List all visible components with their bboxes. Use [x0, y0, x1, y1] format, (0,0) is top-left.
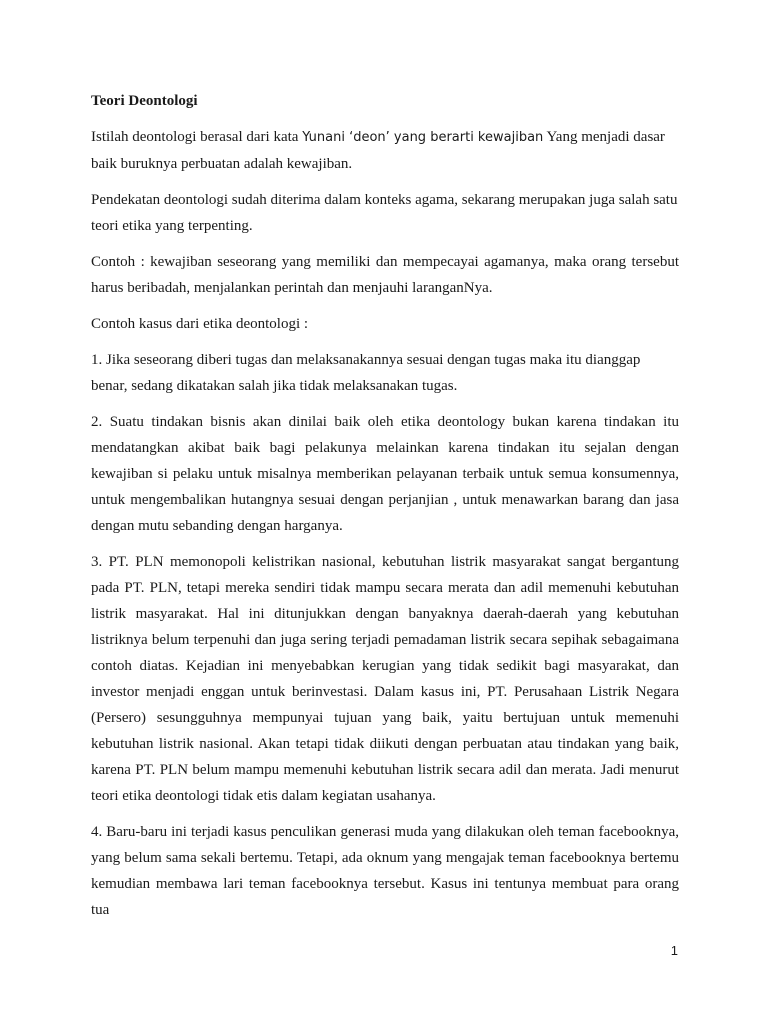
- paragraph-case-3: 3. PT. PLN memonopoli kelistrikan nasional, kebutuhan listrik masyarakat sangat bergantung pada PT. PLN, tetapi mereka sendiri tidak mampu secara merata dan adil memenuhi kebutuhan listrik masyarakat. Hal ini ditunjukkan dengan banyaknya daerah-daerah yang kebutuhan listriknya belum terpenuhi dan juga sering terjadi pemadaman listrik secara sepihak sebagaimana contoh diatas. Kejadian ini menyebabkan kerugian yang tidak sedikit bagi masyarakat, dan investor menjadi enggan untuk berinvestasi. Dalam kasus ini, PT. Perusahaan Listrik Negara (Persero) sesungguhnya mempunyai tujuan yang baik, yaitu bertujuan untuk memenuhi kebutuhan listrik nasional. Akan tetapi tidak diikuti dengan perbuatan atau tindakan yang baik, karena PT. PLN belum mampu memenuhi kebutuhan listrik secara adil dan merata. Jadi menurut teori etika deontologi tidak etis dalam kegiatan usahanya.: [91, 554, 679, 804]
- intro-paragraph: [91, 124, 679, 177]
- intro-text-after: Yang menjadi dasar baik buruknya perbuatan adalah kewajiban.: [91, 129, 665, 172]
- paragraph-case-heading: Contoh kasus dari etika deontologi :: [91, 316, 309, 332]
- paragraph-case-1: 1. Jika seseorang diberi tugas dan melaksanakannya sesuai dengan tugas maka itu dianggap benar, sedang dikatakan salah jika tidak melaksanakan tugas.: [91, 352, 641, 394]
- document-page: [91, 88, 679, 933]
- paragraph-approach: Pendekatan deontologi sudah diterima dalam konteks agama, sekarang merupakan juga salah satu teori etika yang terpenting.: [91, 192, 678, 234]
- document-title: Teori Deontologi: [91, 93, 198, 109]
- intro-text-before: Istilah deontologi berasal dari kata: [91, 129, 303, 145]
- page-number: 1: [670, 943, 678, 958]
- paragraph-case-4: 4. Baru-baru ini terjadi kasus penculikan generasi muda yang dilakukan oleh teman facebooknya, yang belum sama sekali bertemu. Tetapi, ada oknum yang mengajak teman facebooknya bertemu kemudian membawa lari teman facebooknya tersebut. Kasus ini tentunya membuat para orang tua: [91, 824, 679, 918]
- intro-text-mixed-font: Yunani ‘deon’ yang berarti kewajiban: [302, 130, 544, 145]
- paragraph-example: Contoh : kewajiban seseorang yang memiliki dan mempecayai agamanya, maka orang tersebut harus beribadah, menjalankan perintah dan menjauhi laranganNya.: [91, 254, 679, 296]
- paragraph-case-2: 2. Suatu tindakan bisnis akan dinilai baik oleh etika deontology bukan karena tindakan itu mendatangkan akibat baik bagi pelakunya melainkan karena tindakan itu sejalan dengan kewajiban si pelaku untuk misalnya memberikan pelayanan terbaik untuk semua konsumennya, untuk mengembalikan hutangnya sesuai dengan perjanjian , untuk menawarkan barang dan jasa dengan mutu sebanding dengan harganya.: [91, 414, 679, 534]
